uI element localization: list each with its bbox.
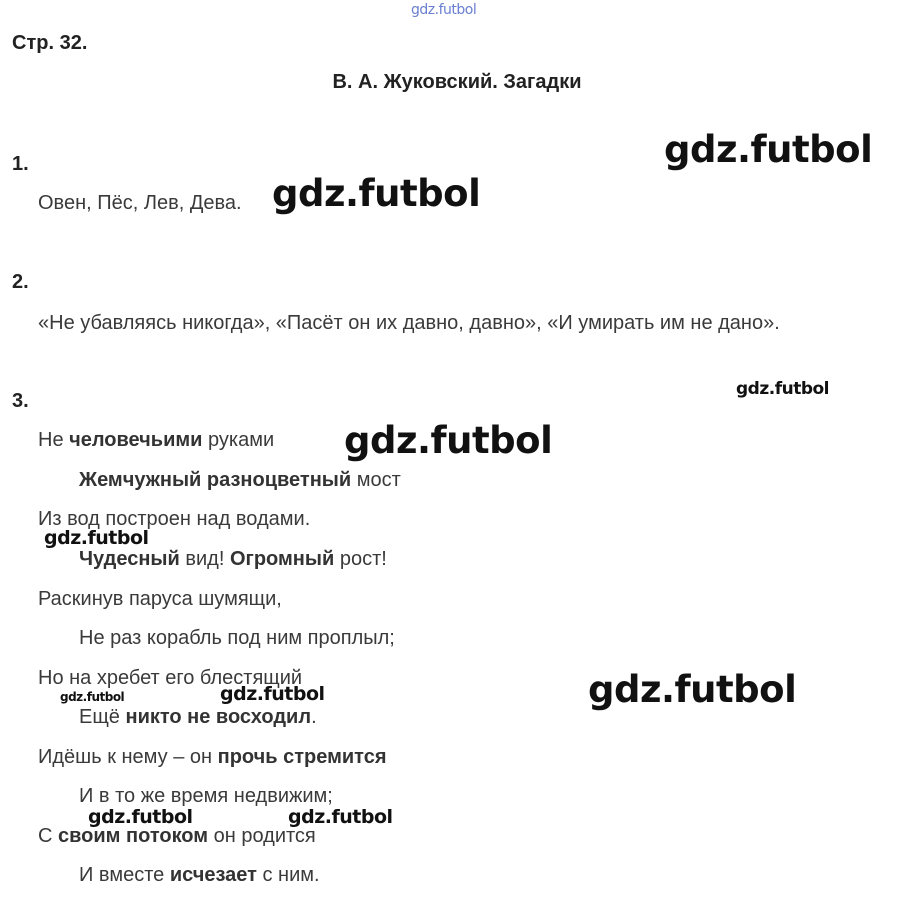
question-2-number: 2. bbox=[12, 271, 29, 293]
watermark-small-3: gdz.futbol bbox=[220, 683, 325, 705]
watermark-small-5: gdz.futbol bbox=[288, 806, 393, 828]
poem-line-10: И в то же время недвижим; bbox=[79, 785, 333, 807]
page-reference: Стр. 32. bbox=[12, 32, 88, 54]
watermark-small-1: gdz.futbol bbox=[736, 379, 829, 399]
page-title: В. А. Жуковский. Загадки bbox=[332, 71, 582, 93]
poem-line-1: Не человечьими руками bbox=[38, 429, 275, 451]
watermark-large-3: gdz.futbol bbox=[344, 419, 553, 462]
poem-line-11: С своим потоком он родится bbox=[38, 825, 316, 847]
watermark-small-2: gdz.futbol bbox=[44, 527, 149, 549]
poem-line-3: Из вод построен над водами. bbox=[38, 508, 311, 530]
poem-line-4: Чудесный вид! Огромный рост! bbox=[79, 548, 387, 570]
question-2-answer: «Не убавляясь никогда», «Пасёт он их давно, давно», «И умирать им не дано». bbox=[38, 312, 780, 334]
poem-line-8: Ещё никто не восходил. bbox=[79, 706, 317, 728]
question-1-answer: Овен, Пёс, Лев, Дева. bbox=[38, 192, 242, 214]
top-watermark: gdz.futbol bbox=[411, 2, 477, 18]
poem-line-2: Жемчужный разноцветный мост bbox=[79, 469, 401, 491]
poem-line-7: Но на хребет его блестящий bbox=[38, 667, 303, 689]
question-3-number: 3. bbox=[12, 390, 29, 412]
watermark-tiny-1: gdz.futbol bbox=[60, 690, 125, 704]
watermark-large-1: gdz.futbol bbox=[664, 128, 873, 171]
poem-line-9: Идёшь к нему – он прочь стремится bbox=[38, 746, 387, 768]
poem-line-6: Не раз корабль под ним проплыл; bbox=[79, 627, 395, 649]
question-1-number: 1. bbox=[12, 153, 29, 175]
poem-line-5: Раскинув паруса шумящи, bbox=[38, 588, 282, 610]
watermark-small-4: gdz.futbol bbox=[88, 806, 193, 828]
watermark-large-2: gdz.futbol bbox=[272, 172, 481, 215]
poem-line-12: И вместе исчезает с ним. bbox=[79, 864, 320, 886]
watermark-large-4: gdz.futbol bbox=[588, 668, 797, 711]
